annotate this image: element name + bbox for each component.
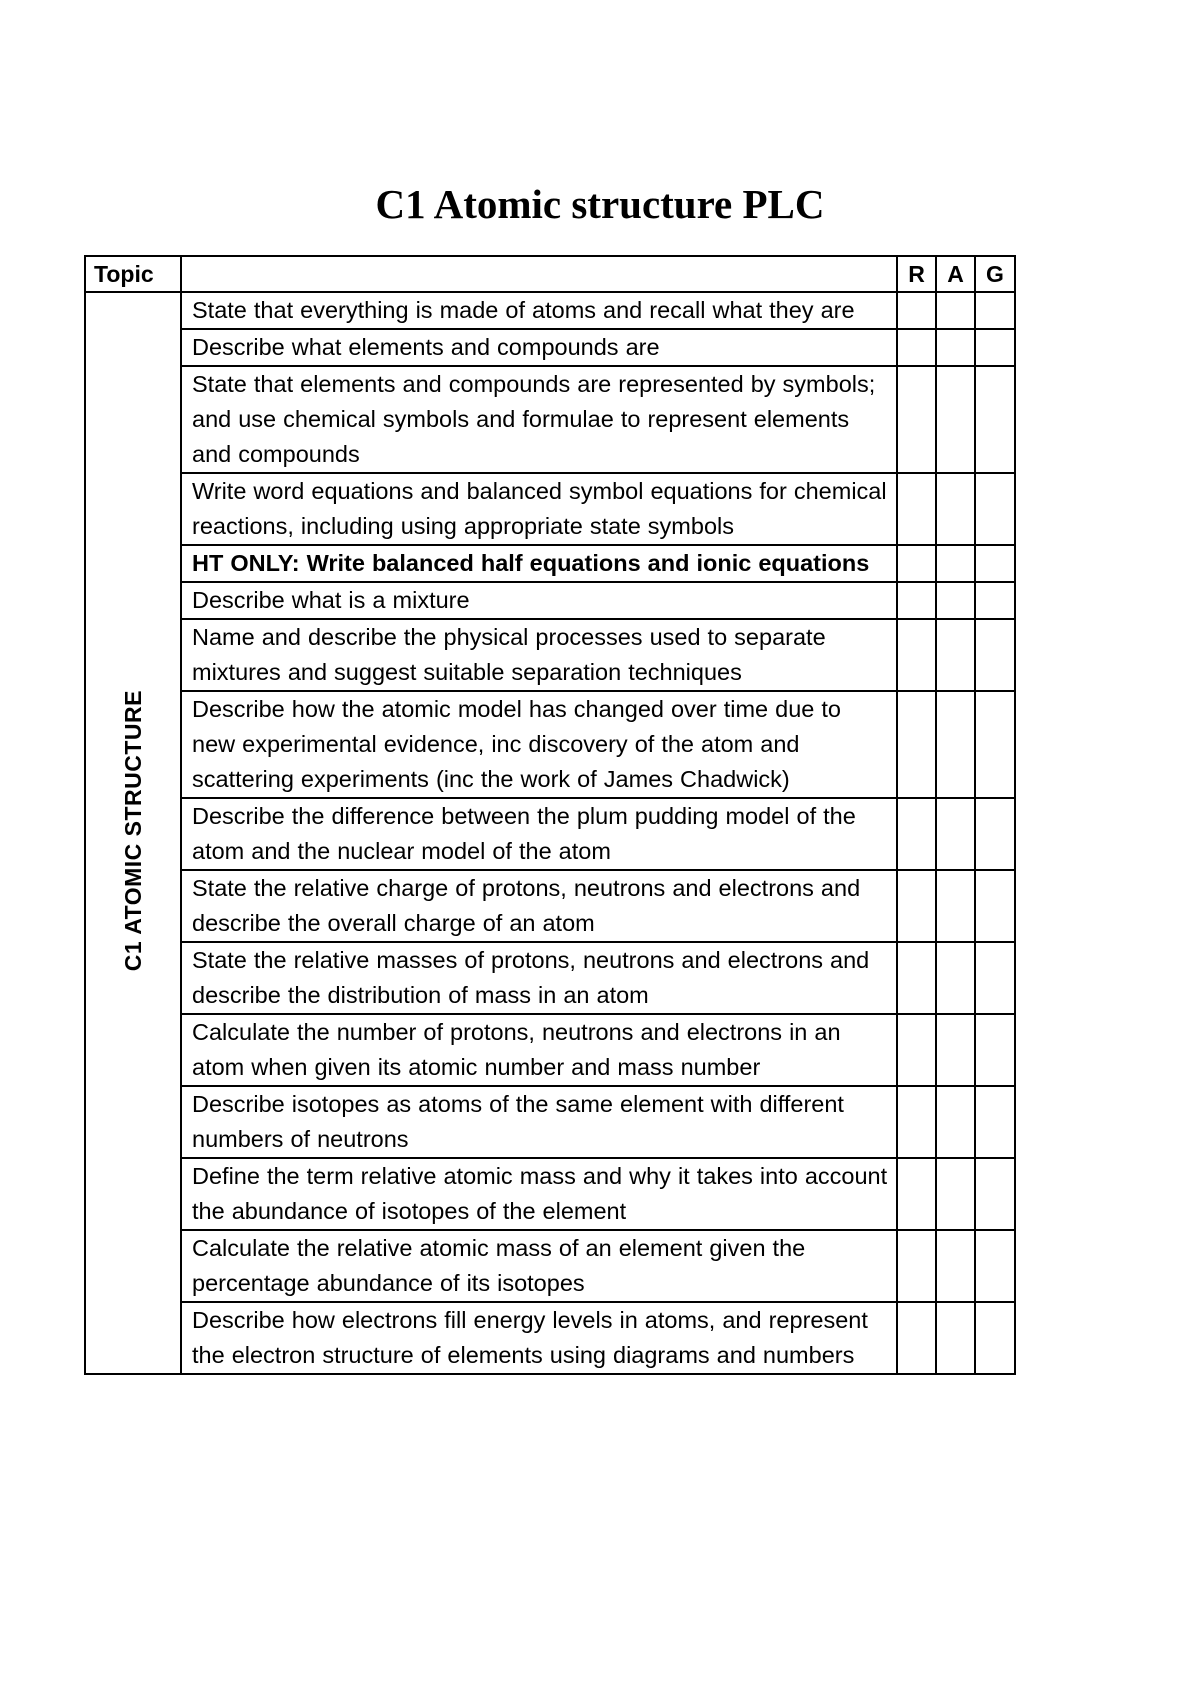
g-cell[interactable] [975,870,1015,942]
a-cell[interactable] [936,329,975,366]
r-cell[interactable] [897,329,936,366]
table-row [85,870,1015,942]
row-description: Calculate the number of protons, neutrons and electrons in an atom when given its atomic number and mass number [181,1014,897,1086]
a-cell[interactable] [936,870,975,942]
row-description: Name and describe the physical processes used to separate mixtures and suggest suitable separation techniques [181,619,897,691]
g-cell[interactable] [975,292,1015,329]
g-cell[interactable] [975,1230,1015,1302]
g-cell[interactable] [975,691,1015,798]
a-cell[interactable] [936,292,975,329]
row-description: Describe what elements and compounds are [181,329,897,366]
r-cell[interactable] [897,473,936,545]
row-description: State the relative charge of protons, neutrons and electrons and describe the overall charge of an atom [181,870,897,942]
g-header: G [975,256,1015,292]
r-header: R [897,256,936,292]
table-row [85,1230,1015,1302]
a-cell[interactable] [936,1302,975,1374]
table-row [85,691,1015,798]
g-cell[interactable] [975,366,1015,473]
g-cell[interactable] [975,942,1015,1014]
row-description: Write word equations and balanced symbol equations for chemical reactions, including using appropriate state symbols [181,473,897,545]
plc-table [84,255,1016,1375]
table-row [85,1302,1015,1374]
header-row [85,256,1015,292]
row-description: Describe what is a mixture [181,582,897,619]
g-cell[interactable] [975,1014,1015,1086]
table-row [85,545,1015,582]
table-row [85,1158,1015,1230]
a-cell[interactable] [936,1230,975,1302]
g-cell[interactable] [975,1158,1015,1230]
topic-cell [85,292,181,1374]
r-cell[interactable] [897,1086,936,1158]
table-row [85,292,1015,329]
topic-label: C1 ATOMIC STRUCTURE [119,689,146,972]
g-cell[interactable] [975,1302,1015,1374]
table-row [85,619,1015,691]
row-description: Describe isotopes as atoms of the same element with different numbers of neutrons [181,1086,897,1158]
a-cell[interactable] [936,1014,975,1086]
table-row [85,473,1015,545]
r-cell[interactable] [897,619,936,691]
row-description: State that everything is made of atoms and recall what they are [181,292,897,329]
description-header [181,256,897,292]
r-cell[interactable] [897,870,936,942]
r-cell[interactable] [897,1230,936,1302]
g-cell[interactable] [975,473,1015,545]
row-description: Calculate the relative atomic mass of an element given the percentage abundance of its isotopes [181,1230,897,1302]
table-row [85,942,1015,1014]
a-cell[interactable] [936,366,975,473]
r-cell[interactable] [897,1014,936,1086]
topic-header: Topic [85,256,181,292]
r-cell[interactable] [897,691,936,798]
g-cell[interactable] [975,329,1015,366]
a-cell[interactable] [936,619,975,691]
table-row [85,582,1015,619]
row-description: Describe how electrons fill energy levels in atoms, and represent the electron structure of elements using diagrams and numbers [181,1302,897,1374]
row-description: State that elements and compounds are represented by symbols; and use chemical symbols and formulae to represent elements and compounds [181,366,897,473]
r-cell[interactable] [897,942,936,1014]
a-cell[interactable] [936,545,975,582]
g-cell[interactable] [975,1086,1015,1158]
r-cell[interactable] [897,545,936,582]
r-cell[interactable] [897,1302,936,1374]
row-description: Define the term relative atomic mass and why it takes into account the abundance of isotopes of the element [181,1158,897,1230]
row-description: State the relative masses of protons, neutrons and electrons and describe the distribution of mass in an atom [181,942,897,1014]
g-cell[interactable] [975,798,1015,870]
a-cell[interactable] [936,691,975,798]
table-row [85,798,1015,870]
row-description-higher-tier: HT ONLY: Write balanced half equations and ionic equations [181,545,897,582]
g-cell[interactable] [975,619,1015,691]
a-cell[interactable] [936,582,975,619]
a-cell[interactable] [936,942,975,1014]
a-cell[interactable] [936,473,975,545]
r-cell[interactable] [897,582,936,619]
a-header: A [936,256,975,292]
r-cell[interactable] [897,366,936,473]
g-cell[interactable] [975,582,1015,619]
g-cell[interactable] [975,545,1015,582]
row-description: Describe the difference between the plum pudding model of the atom and the nuclear model of the atom [181,798,897,870]
table-row [85,329,1015,366]
r-cell[interactable] [897,1158,936,1230]
table-row [85,366,1015,473]
r-cell[interactable] [897,798,936,870]
table-row [85,1086,1015,1158]
r-cell[interactable] [897,292,936,329]
a-cell[interactable] [936,1086,975,1158]
table-row [85,1014,1015,1086]
a-cell[interactable] [936,798,975,870]
row-description: Describe how the atomic model has changed over time due to new experimental evidence, inc discovery of the atom and scattering experiments (inc the work of James Chadwick) [181,691,897,798]
page-title: C1 Atomic structure PLC [375,181,825,227]
a-cell[interactable] [936,1158,975,1230]
